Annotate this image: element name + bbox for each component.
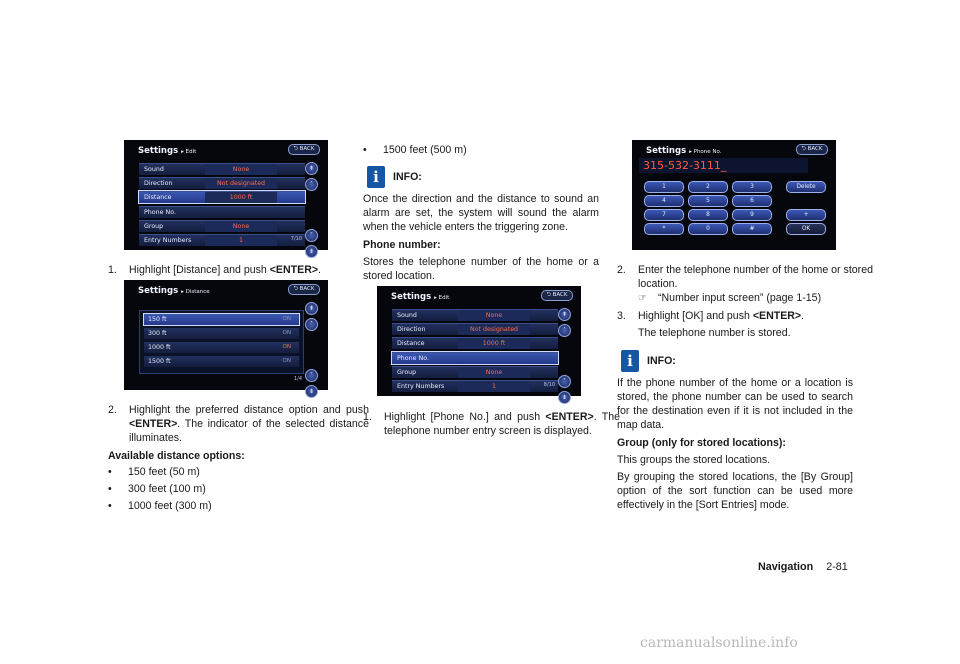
menu-row-entry-numbers[interactable]: Entry Numbers 1 <box>392 380 558 392</box>
on-indicator: ON <box>282 316 291 322</box>
info-text: Once the direction and the distance to sound an alarm are set, the system will sound the alarm when the vehicle enters the triggering zone. <box>363 193 599 233</box>
reference-pointer-icon: ☞ <box>638 293 647 304</box>
back-button[interactable]: ⮌ BACK <box>796 144 828 155</box>
reference-link[interactable]: ☞ “Number input screen” (page 1-15) <box>638 292 822 304</box>
back-button[interactable]: ⮌ BACK <box>288 284 320 295</box>
key-6[interactable]: 6 <box>732 195 772 207</box>
step-2-enter-number: 2. Enter the telephone number of the home or stored location. <box>617 264 873 290</box>
menu-row-distance[interactable]: Distance 1000 ft <box>392 337 558 349</box>
key-7[interactable]: 7 <box>644 209 684 221</box>
scroll-up-single-icon[interactable]: ˄ <box>558 324 571 337</box>
group-text-2: By grouping the stored locations, the [By Group] option of the sort function can be used more effectively in the [Sort Entries] mode. <box>617 471 853 511</box>
back-button[interactable]: ⮌ BACK <box>288 144 320 155</box>
distance-option-item: • 1000 feet (300 m) <box>108 499 348 513</box>
menu-row-sound[interactable]: Sound None <box>392 309 558 321</box>
page-indicator: 8/10 <box>543 382 555 388</box>
screen-title: Settings ▸ Edit <box>391 292 450 302</box>
key-8[interactable]: 8 <box>688 209 728 221</box>
distance-option-item: • 150 feet (50 m) <box>108 465 348 479</box>
scroll-down-icon[interactable]: ⇟ <box>558 391 571 404</box>
screenshot-edit-distance <box>124 140 328 255</box>
group-text-1: This groups the stored locations. <box>617 454 771 466</box>
info-icon: i <box>621 350 639 372</box>
screenshot-phone-entry <box>632 140 836 250</box>
distance-option-1500[interactable]: 1500 ft ON <box>144 356 299 367</box>
menu-row-sound[interactable]: Sound None <box>139 163 305 175</box>
scroll-down-icon[interactable]: ⇟ <box>305 385 318 398</box>
scroll-down-single-icon[interactable]: ˅ <box>305 369 318 382</box>
screen-title: Settings ▸ Edit <box>138 146 197 156</box>
menu-row-direction[interactable]: Direction Not designated <box>139 177 305 189</box>
scroll-controls <box>305 302 319 401</box>
scroll-controls <box>305 162 319 261</box>
settings-menu <box>139 163 305 248</box>
scroll-down-single-icon[interactable]: ˅ <box>558 375 571 388</box>
scroll-up-single-icon[interactable]: ˄ <box>305 318 318 331</box>
phone-text: Stores the telephone number of the home or a stored location. <box>363 256 599 282</box>
distance-option-150[interactable]: 150 ft ON <box>144 314 299 325</box>
key-ok[interactable]: OK <box>786 223 826 235</box>
phone-number-entry[interactable]: 315-532-3111_ <box>639 158 808 173</box>
on-indicator: ON <box>282 358 291 364</box>
scroll-up-icon[interactable]: ⇞ <box>305 302 318 315</box>
distance-options-list <box>108 465 348 513</box>
menu-row-group[interactable]: Group None <box>392 366 558 378</box>
key-9[interactable]: 9 <box>732 209 772 221</box>
menu-row-phone[interactable]: Phone No. <box>139 206 305 218</box>
step-3-ok: 3. Highlight [OK] and push <ENTER>. <box>617 310 805 322</box>
distance-option-list <box>139 310 304 374</box>
key-0[interactable]: 0 <box>688 223 728 235</box>
back-button[interactable]: ⮌ BACK <box>541 290 573 301</box>
key-star[interactable]: * <box>644 223 684 235</box>
step-1-distance: 1. Highlight [Distance] and push <ENTER>. <box>108 264 321 276</box>
phone-heading: Phone number: <box>363 239 441 251</box>
distance-options-heading: Available distance options: <box>108 450 245 462</box>
on-indicator-lit: ON <box>282 344 291 350</box>
footer-page-number: 2-81 <box>826 561 848 573</box>
key-1[interactable]: 1 <box>644 181 684 193</box>
key-plus[interactable]: + <box>786 209 826 221</box>
key-hash[interactable]: # <box>732 223 772 235</box>
scroll-up-icon[interactable]: ⇞ <box>558 308 571 321</box>
info-block <box>367 164 422 190</box>
menu-row-entry-numbers[interactable]: Entry Numbers 1 <box>139 234 305 246</box>
info-block <box>621 348 676 374</box>
step-3-result: The telephone number is stored. <box>638 327 791 339</box>
screenshot-distance-options <box>124 280 328 395</box>
distance-option-item: • 300 feet (100 m) <box>108 482 348 496</box>
info-label: INFO: <box>647 355 676 367</box>
scroll-down-single-icon[interactable]: ˅ <box>305 229 318 242</box>
scroll-up-icon[interactable]: ⇞ <box>305 162 318 175</box>
screen-title: Settings ▸ Phone No. <box>646 146 722 156</box>
distance-option-item: • 1500 feet (500 m) <box>363 143 599 157</box>
menu-row-distance[interactable]: Distance 1000 ft <box>139 191 305 203</box>
scroll-down-icon[interactable]: ⇟ <box>305 245 318 258</box>
scroll-controls <box>558 308 572 407</box>
key-3[interactable]: 3 <box>732 181 772 193</box>
step-2-select-distance: 2. Highlight the preferred distance option and push <ENTER>. The indicator of the selected distance illuminates. <box>108 404 369 444</box>
on-indicator: ON <box>282 330 291 336</box>
group-heading: Group (only for stored locations): <box>617 437 786 449</box>
footer-section: Navigation <box>758 561 814 573</box>
info-text: If the phone number of the home or a location is stored, the phone number can be used to search for the destination even if it is not included in the map data. <box>617 377 853 431</box>
page-indicator: 7/10 <box>290 236 302 242</box>
screenshot-edit-phone <box>377 286 581 401</box>
settings-menu <box>392 309 558 394</box>
info-label: INFO: <box>393 171 422 183</box>
page-footer <box>758 560 848 574</box>
distance-option-1000[interactable]: 1000 ft ON <box>144 342 299 353</box>
key-2[interactable]: 2 <box>688 181 728 193</box>
distance-option-300[interactable]: 300 ft ON <box>144 328 299 339</box>
scroll-up-single-icon[interactable]: ˄ <box>305 178 318 191</box>
menu-row-direction[interactable]: Direction Not designated <box>392 323 558 335</box>
page-indicator: 1/4 <box>293 376 302 382</box>
menu-row-group[interactable]: Group None <box>139 220 305 232</box>
watermark: carmanualsonline.info <box>640 635 798 651</box>
key-delete[interactable]: Delete <box>786 181 826 193</box>
screen-title: Settings ▸ Distance <box>138 286 210 296</box>
key-4[interactable]: 4 <box>644 195 684 207</box>
key-5[interactable]: 5 <box>688 195 728 207</box>
step-1-phone: 1. Highlight [Phone No.] and push <ENTER>. The telephone number entry screen is displayed. <box>363 411 620 437</box>
info-icon: i <box>367 166 385 188</box>
menu-row-phone[interactable]: Phone No. <box>392 352 558 364</box>
